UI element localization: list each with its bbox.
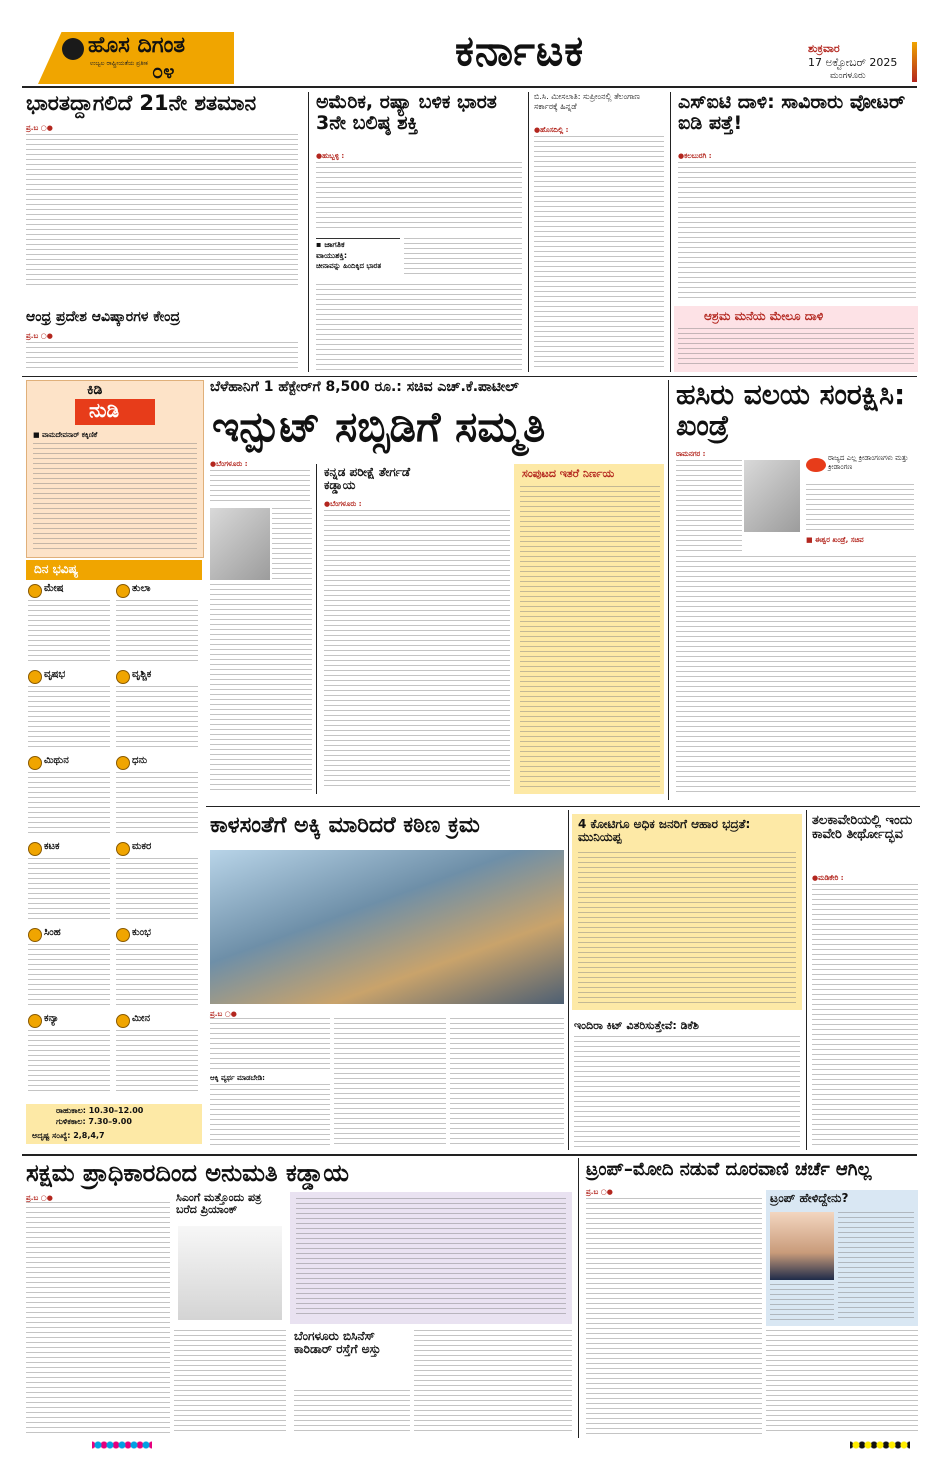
sub-headline: ಆಂಧ್ರ ಪ್ರದೇಶ ಆವಿಷ್ಕಾರಗಳ ಕೇಂದ್ರ bbox=[26, 309, 181, 325]
body-text bbox=[210, 584, 312, 794]
body-text bbox=[534, 136, 664, 368]
body-text bbox=[578, 852, 796, 1004]
body-text bbox=[586, 1198, 762, 1434]
cabinet-box bbox=[514, 464, 664, 794]
headline: ಹಸಿರು ವಲಯ ಸಂರಕ್ಷಿಸಿ: ಖಂಡ್ರೆ bbox=[676, 378, 906, 442]
horoscope-sign bbox=[26, 840, 112, 924]
lavender-box bbox=[290, 1192, 572, 1324]
column-divider bbox=[806, 810, 807, 1150]
box-line: ಚೀನಾವನ್ನು ಹಿಂದಿಕ್ಕಿದ ಭಾರತ bbox=[316, 262, 382, 270]
body-text bbox=[210, 1084, 330, 1146]
sign-name: ಸಿಂಹ bbox=[44, 927, 61, 938]
box-line: ವಾಯುಶಕ್ತಿ: bbox=[316, 251, 348, 260]
horoscope-sign bbox=[26, 668, 112, 752]
horoscope-sign bbox=[26, 754, 112, 838]
column-divider bbox=[670, 92, 671, 372]
sub-headline: ಇಂದಿರಾ ಕಿಟ್ ವಿತರಿಸುತ್ತೇವೆ: ಡಿಕೆಶಿ bbox=[574, 1019, 699, 1032]
body-text bbox=[324, 510, 510, 790]
body-text bbox=[574, 1036, 800, 1148]
body-text bbox=[296, 1198, 566, 1318]
quote-text: ರಾಜ್ಯದ ಎಲ್ಲ ಕ್ರೀಡಾಂಗಣಗಳು ಮತ್ತು ಕ್ರೀಡಾಂಗಣ bbox=[828, 454, 909, 472]
story-talacauvery bbox=[810, 814, 920, 1150]
ashram-box bbox=[674, 306, 918, 372]
column-divider bbox=[528, 92, 529, 372]
dateline: ಪ್ರ.ಬ ○● bbox=[26, 332, 53, 340]
body-text bbox=[676, 460, 742, 554]
body-text bbox=[812, 884, 918, 1146]
sub-note: ಆಕ್ಕಿ ವ್ಯರ್ಥ ಮಾಡಬೇಡಿ: bbox=[210, 1074, 265, 1082]
sign-name: ಕನ್ಯಾ bbox=[44, 1013, 59, 1024]
dateline: ಪ್ರ.ಬ ○● bbox=[586, 1188, 613, 1196]
trump-photo bbox=[770, 1212, 834, 1280]
dateline: ರಾಮನಗರ : bbox=[676, 450, 706, 458]
body-text bbox=[294, 1390, 410, 1434]
sign-name: ತುಲಾ bbox=[132, 583, 151, 594]
sign-text bbox=[116, 686, 198, 748]
body-text bbox=[334, 1018, 446, 1146]
dateline: ●ಬೆಂಗಳೂರು : bbox=[324, 500, 362, 508]
sign-name: ವೃಶ್ಚಿಕ bbox=[132, 669, 152, 680]
zodiac-icon bbox=[28, 1014, 42, 1028]
sign-name: ಮಕರ bbox=[132, 841, 152, 852]
lucky-number: ಅದೃಷ್ಟ ಸಂಖ್ಯೆ: 2,8,4,7 bbox=[32, 1131, 105, 1140]
body-text bbox=[272, 508, 312, 580]
letter-image bbox=[178, 1226, 282, 1320]
kidi-title: ಕಿಡಿ bbox=[87, 382, 103, 398]
sidebar-title: ಟ್ರಂಪ್ ಹೇಳಿದ್ದೇನು? bbox=[770, 1191, 849, 1205]
body-text bbox=[210, 1018, 330, 1070]
body-text bbox=[520, 486, 660, 788]
story-sit-raid bbox=[674, 92, 920, 374]
edition-day: ಶುಕ್ರವಾರ bbox=[808, 42, 840, 55]
quote-icon bbox=[806, 458, 826, 472]
body-text bbox=[316, 284, 522, 370]
column-divider bbox=[568, 810, 569, 1150]
print-marks-right bbox=[850, 1440, 910, 1450]
dateline: ಪ್ರ.ಬ ○● bbox=[210, 1010, 237, 1018]
dateline: ●ಬೆಂಗಳೂರು : bbox=[210, 460, 248, 468]
kidi-source: ■ ವಾಮದೇವನಾರ್ ಕಕ್ಕಿಣಿಕೆ bbox=[33, 431, 98, 439]
headline: ಸಕ್ಷಮ ಪ್ರಾಧಿಕಾರದಿಂದ ಅನುಮತಿ ಕಡ್ಡಾಯ bbox=[26, 1159, 349, 1187]
dateline: ●ಮಡಿಕೇರಿ : bbox=[812, 874, 844, 882]
minister-photo bbox=[210, 508, 270, 580]
zodiac-icon bbox=[28, 670, 42, 684]
column-divider bbox=[316, 464, 317, 794]
horoscope-sign bbox=[26, 926, 112, 1010]
sign-name: ವೃಷಭ bbox=[44, 669, 66, 680]
sub-box bbox=[174, 1192, 286, 1324]
zodiac-icon bbox=[28, 584, 42, 598]
story-third-power bbox=[312, 92, 526, 374]
body-text bbox=[404, 238, 522, 278]
body-text bbox=[174, 1330, 286, 1434]
body-text bbox=[26, 342, 298, 370]
story-india-century bbox=[22, 92, 302, 374]
edition-city: ಮಂಗಳೂರು bbox=[830, 71, 866, 81]
row-divider bbox=[206, 806, 920, 807]
body-text bbox=[210, 470, 310, 504]
zodiac-icon bbox=[116, 928, 130, 942]
horoscope-sign bbox=[26, 582, 112, 666]
paper-tagline: ಉಜ್ವಲ ರಾಷ್ಟ್ರೀಯತೆಯ ಪ್ರತೀಕ bbox=[90, 60, 148, 67]
sign-text bbox=[28, 858, 110, 920]
kicker: ಬೆಳೆಹಾನಿಗೆ 1 ಹೆಕ್ಟೇರ್‌ಗೆ 8,500 ರೂ.: ಸಚಿವ ಎಚ್.ಕೆ.ಪಾಟೀಲ್ bbox=[210, 379, 519, 395]
yellow-box bbox=[572, 814, 802, 1010]
quote-attrib: ■ ಈಶ್ವರ ಖಂಡ್ರೆ, ಸಚಿವ bbox=[806, 536, 864, 544]
sign-text bbox=[116, 944, 198, 1006]
sub-headline: ಬೆಂಗಳೂರು ಬಿಸಿನೆಸ್ ಕಾರಿಡಾರ್ ರಸ್ತೆಗೆ ಅಸ್ತು bbox=[294, 1329, 381, 1357]
row-divider bbox=[22, 376, 917, 377]
sidebar-box bbox=[766, 1190, 918, 1326]
sign-text bbox=[28, 600, 110, 662]
story-input-subsidy bbox=[206, 380, 666, 800]
sign-name: ಮೇಷ bbox=[44, 583, 64, 594]
lamp-logo-icon bbox=[62, 38, 84, 60]
print-marks-left bbox=[92, 1440, 152, 1450]
sign-name: ಕುಂಭ bbox=[132, 927, 151, 938]
sign-text bbox=[28, 686, 110, 748]
story-trump-modi bbox=[582, 1158, 920, 1438]
horoscope-sign bbox=[114, 840, 200, 924]
sign-text bbox=[28, 772, 110, 834]
body-text bbox=[676, 556, 916, 794]
horoscope-sign bbox=[114, 754, 200, 838]
headline: ಭಾರತದ್ದಾಗಲಿದೆ 21ನೇ ಶತಮಾನ bbox=[26, 91, 257, 115]
quote-rest bbox=[806, 484, 914, 534]
story-rice bbox=[206, 810, 566, 1150]
body-text bbox=[770, 1284, 834, 1322]
zodiac-icon bbox=[116, 584, 130, 598]
story-green-zone bbox=[672, 380, 920, 800]
dateline: ಪ್ರ.ಬ ○● bbox=[26, 1194, 53, 1202]
edition-date: 17 ಅಕ್ಟೋಬರ್ 2025 bbox=[808, 56, 898, 69]
box-line: ▪ ಜಾಗತಿಕ bbox=[316, 240, 345, 249]
zodiac-icon bbox=[116, 1014, 130, 1028]
headline: ಕನ್ನಡ ಪರೀಕ್ಷೆ ತೇರ್ಗಡೆ ಕಡ್ಡಾಯ bbox=[324, 465, 411, 493]
kidi-text bbox=[33, 443, 197, 551]
horoscope-sign bbox=[114, 1012, 200, 1096]
sign-name: ಮೀನ bbox=[132, 1013, 150, 1024]
zodiac-icon bbox=[116, 670, 130, 684]
story-telangana bbox=[532, 92, 668, 374]
headline: ತಲಕಾವೇರಿಯಲ್ಲಿ ಇಂದು ಕಾವೇರಿ ತೀರ್ಥೋದ್ಭವ bbox=[812, 813, 913, 843]
dateline: ●ಹುಬ್ಬಳ್ಳಿ : bbox=[316, 152, 345, 160]
minister-photo bbox=[744, 460, 800, 532]
masthead-right-stripe bbox=[912, 42, 917, 82]
zodiac-icon bbox=[116, 842, 130, 856]
headline: ಇನ್ಪುಟ್ ಸಬ್ಸಿಡಿಗೆ ಸಮ್ಮತಿ bbox=[212, 402, 546, 451]
sign-text bbox=[28, 1030, 110, 1092]
sign-text bbox=[116, 858, 198, 920]
dateline: ●ಹೊಸದಿಲ್ಲಿ : bbox=[534, 126, 569, 134]
horoscope-sign bbox=[26, 1012, 112, 1096]
story-box bbox=[316, 238, 400, 277]
sign-text bbox=[28, 944, 110, 1006]
sign-name: ಧನು bbox=[132, 755, 148, 766]
headline: ಟ್ರಂಪ್–ಮೋದಿ ನಡುವೆ ದೂರವಾಣಿ ಚರ್ಚೆ ಆಗಿಲ್ಲ bbox=[586, 1159, 872, 1180]
horoscope-sign bbox=[114, 926, 200, 1010]
sign-text bbox=[116, 600, 198, 662]
zodiac-icon bbox=[28, 842, 42, 856]
nudi-title: ನುಡಿ bbox=[89, 398, 120, 422]
body-text bbox=[26, 1202, 170, 1434]
body-text bbox=[414, 1330, 572, 1434]
masthead-rule bbox=[22, 86, 917, 88]
zodiac-icon bbox=[116, 756, 130, 770]
kicker: ಬಿ.ಸಿ. ಮೀಸಲಾತಿ: ಸುಪ್ರೀಂನಲ್ಲಿ ತೆಲಂಗಾಣ ಸರ್ಕಾರಕ್ಕೆ ಹಿನ್ನಡೆ bbox=[534, 92, 640, 112]
zodiac-icon bbox=[28, 928, 42, 942]
body-text bbox=[678, 162, 916, 302]
rahukala: ರಾಹುಕಾಲ: 10.30–12.00 bbox=[56, 1106, 144, 1115]
gulika: ಗುಳಿಕಕಾಲ: 7.30–9.00 bbox=[56, 1117, 132, 1126]
box-title: ಸಂಪುಟದ ಇತರೆ ನಿರ್ಣಯ bbox=[522, 467, 615, 480]
horoscope-footer bbox=[26, 1104, 202, 1144]
body-text bbox=[838, 1212, 914, 1322]
column-divider bbox=[308, 92, 309, 372]
story-food-security bbox=[572, 814, 802, 1150]
horoscope-grid bbox=[26, 582, 202, 1024]
dateline: ●ಕಲಬುರಗಿ : bbox=[678, 152, 712, 160]
headline: ಕಾಳಸಂತೆಗೆ ಅಕ್ಕಿ ಮಾರಿದರೆ ಕಠಿಣ ಕ್ರಮ bbox=[210, 813, 480, 838]
story-authority bbox=[22, 1158, 574, 1438]
body-text bbox=[26, 134, 298, 286]
column-divider bbox=[578, 1158, 579, 1438]
sign-name: ಮಿಥುನ bbox=[44, 755, 69, 766]
headline: ಅಮೆರಿಕ, ರಷ್ಯಾ ಬಳಿಕ ಭಾರತ 3ನೇ ಬಲಿಷ್ಠ ಶಕ್ತಿ bbox=[316, 91, 497, 134]
horoscope-sign bbox=[114, 582, 200, 666]
horoscope-title: ದಿನ ಭವಿಷ್ಯ bbox=[34, 562, 79, 576]
row-divider bbox=[22, 1154, 917, 1156]
quote-box bbox=[804, 454, 916, 546]
sign-text bbox=[116, 1030, 198, 1092]
body-text bbox=[316, 162, 522, 232]
sign-name: ಕಟಕ bbox=[44, 841, 60, 852]
kannada-exam bbox=[320, 464, 514, 794]
masthead bbox=[0, 0, 945, 88]
body-text bbox=[678, 328, 914, 368]
page-number: ೦೪ bbox=[152, 59, 175, 83]
event-photo bbox=[210, 850, 564, 1004]
zodiac-icon bbox=[28, 756, 42, 770]
sign-text bbox=[116, 772, 198, 834]
box-headline: ಆಶ್ರಮ ಮನೆಯ ಮೇಲೂ ದಾಳಿ bbox=[704, 309, 824, 323]
body-text bbox=[766, 1330, 918, 1434]
kidi-nudi-box bbox=[26, 380, 204, 558]
sub-headline: ಸಿಎಂಗೆ ಮತ್ತೊಂದು ಪತ್ರ ಬರೆದ ಪ್ರಿಯಾಂಕ್ bbox=[176, 1191, 262, 1217]
body-text bbox=[450, 1018, 564, 1146]
section-title: ಕರ್ನಾಟಕ bbox=[455, 26, 585, 75]
headline: 4 ಕೋಟಿಗೂ ಅಧಿಕ ಜನರಿಗೆ ಆಹಾರ ಭದ್ರತೆ: ಮುನಿಯಪ್ಪ bbox=[578, 817, 751, 845]
dateline: ಪ್ರ.ಬ ○● bbox=[26, 124, 53, 132]
paper-name: ಹೊಸ ದಿಗಂತ bbox=[88, 33, 186, 58]
horoscope-sign bbox=[114, 668, 200, 752]
headline: ಎಸ್ಐಟಿ ದಾಳಿ: ಸಾವಿರಾರು ವೋಟರ್ ಐಡಿ ಪತ್ತೆ! bbox=[678, 91, 906, 134]
column-divider bbox=[668, 380, 669, 800]
